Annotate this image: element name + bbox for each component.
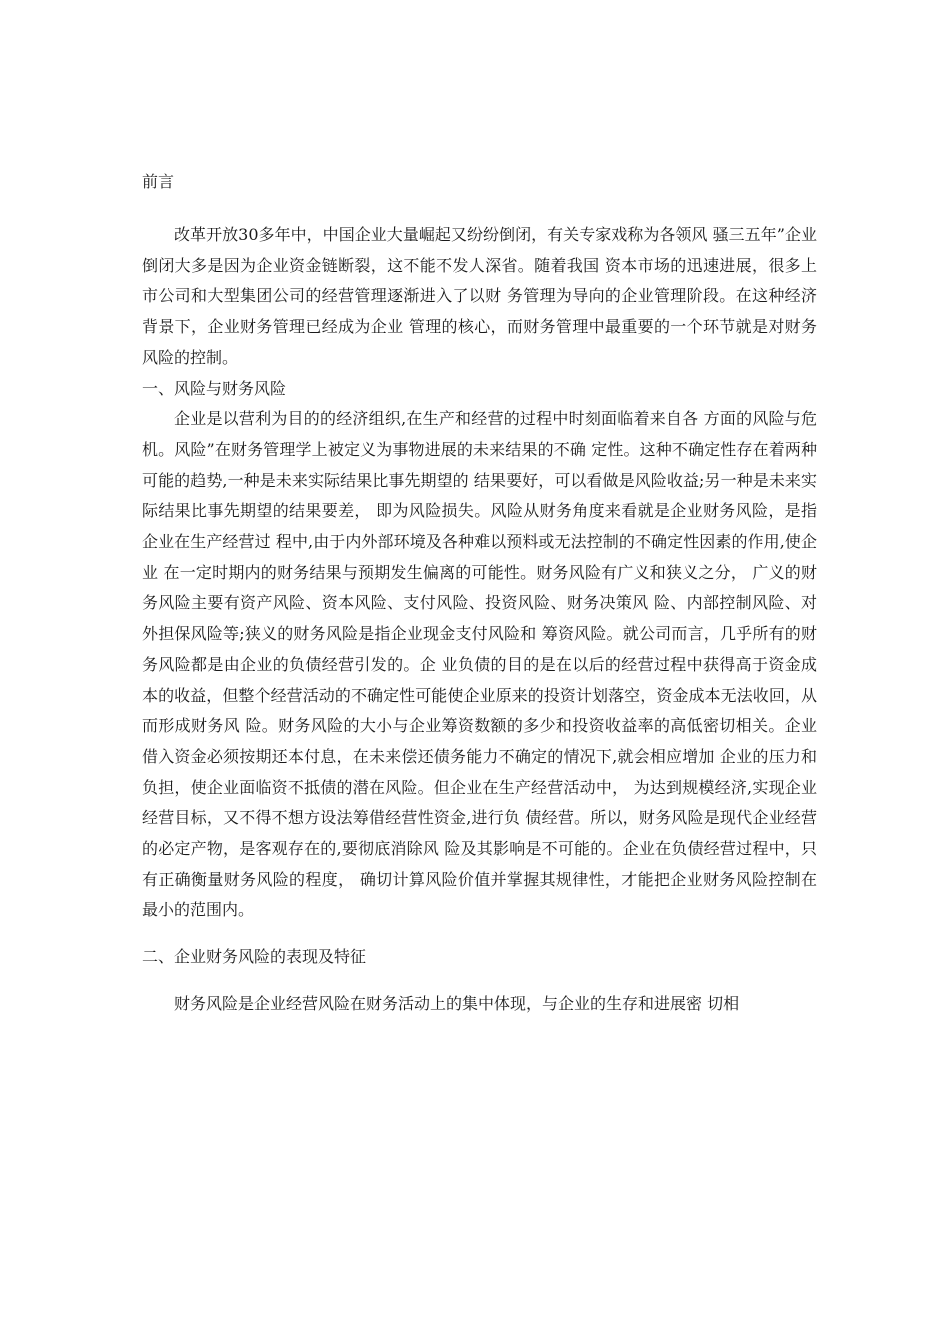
section-2-paragraph: 财务风险是企业经营风险在财务活动上的集中体现，与企业的生存和进展密 切相 <box>174 993 740 1013</box>
section-heading-2: 二、企业财务风险的表现及特征 <box>142 947 367 967</box>
section-heading-1: 一、风险与财务风险 <box>142 378 287 398</box>
section-1-paragraph: 企业是以营利为目的的经济组织,在生产和经营的过程中时刻面临着来自各 方面的风险与危机。风险”在财务管理学上被定义为事物进展的未来结果的不确 定性。这种不确定性存在着两种可能的趋势,一种是未来实际结果比事先期望的 结果要好，可以看做是风险收益;另一种是未来实际结果比事先期望的结果要差， 即为风险损失。风险从财务角度来看就是企业财务风险，是指企业在生产经营过 程中,由于内外部环境及各种难以预料或无法控制的不确定性因素的作用,使企业 在一定时期内的财务结果与预期发生偏离的可能性。财务风险有广义和狭义之分， 广义的财务风险主要有资产风险、资本风险、支付风险、投资风险、财务决策风 险、内部控制风险、对外担保风险等;狭义的财务风险是指企业现金支付风险和 筹资风险。就公司而言，几乎所有的财务风险都是由企业的负债经营引发的。企 业负债的目的是在以后的经营过程中获得高于资金成本的收益，但整个经营活动的不确定性可能使企业原来的投资计划落空，资金成本无法收回，从而形成财务风 险。财务风险的大小与企业筹资数额的多少和投资收益率的高低密切相关。企业 借入资金必须按期还本付息，在未来偿还债务能力不确定的情况下,就会相应增加 企业的压力和负担，使企业面临资不抵债的潜在风险。但企业在生产经营活动中， 为达到规模经济,实现企业经营目标，又不得不想方设法筹借经营性资金,进行负 债经营。所以，财务风险是现代企业经营的必定产物，是客观存在的,要彻底消除风 险及其影响是不可能的。企业在负债经营过程中，只有正确衡量财务风险的程度， 确切计算风险价值并掌握其规律性，才能把企业财务风险控制在最小的范围内。 <box>142 409 817 920</box>
intro-paragraph: 改革开放30多年中，中国企业大量崛起又纷纷倒闭，有关专家戏称为各领风 骚三五年”企业倒闭大多是因为企业资金链断裂，这不能不发人深省。随着我国 资本市场的迅速进展，很多上市公司和大型集团公司的经营管理逐渐进入了以财 务管理为导向的企业管理阶段。在这种经济背景下，企业财务管理已经成为企业 管理的核心，而财务管理中最重要的一个环节就是对财务风险的控制。 <box>142 225 817 367</box>
document-title: 前言 <box>142 172 175 191</box>
document-body <box>142 220 817 1020</box>
